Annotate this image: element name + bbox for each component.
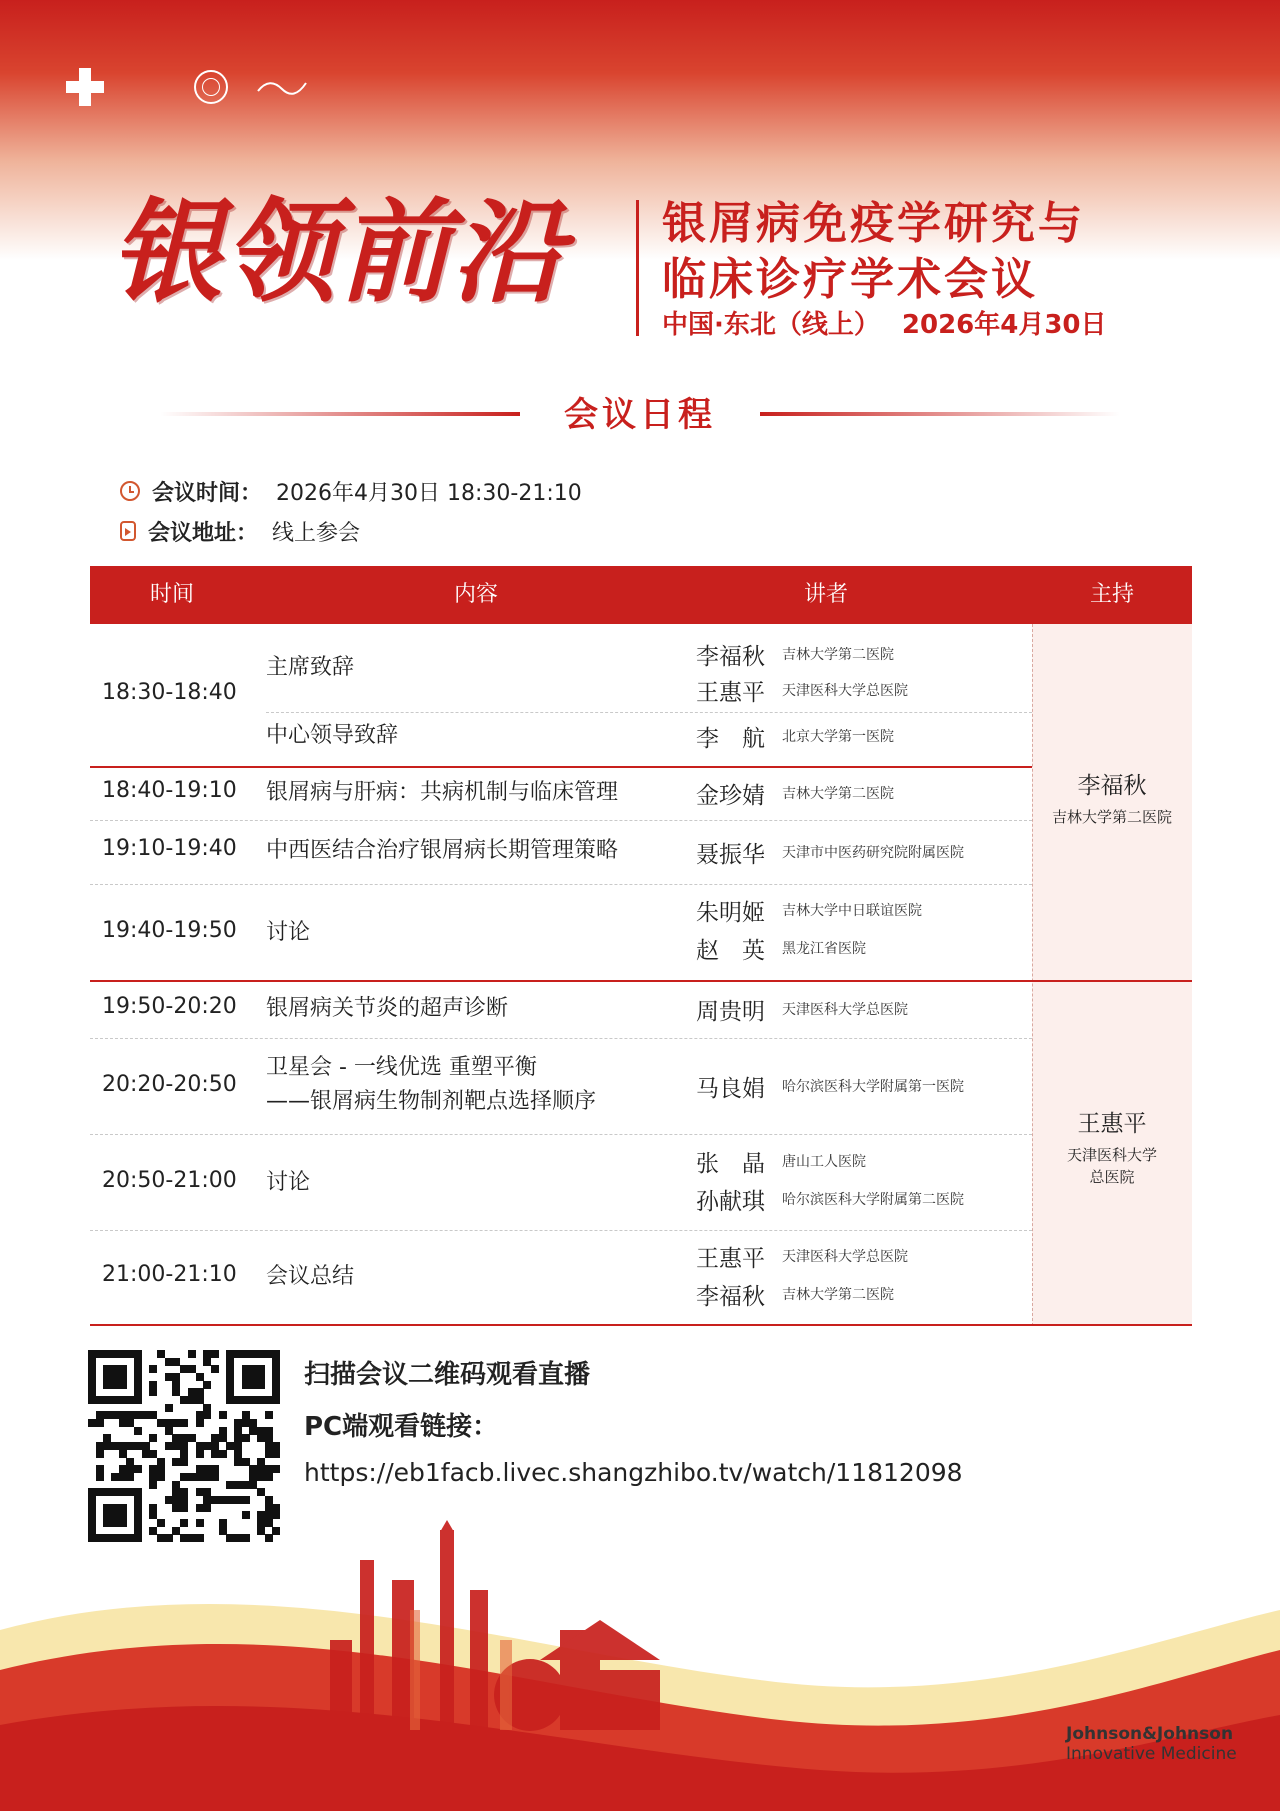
qr-module (126, 1473, 134, 1481)
qr-module (165, 1404, 173, 1412)
row-topic: 主席致辞 (266, 655, 355, 680)
speaker (696, 892, 1036, 928)
qr-module (257, 1381, 265, 1389)
qr-module (149, 1388, 157, 1396)
speaker-org: 天津医科大学总医院 (782, 1249, 908, 1265)
header-content: 内容 (453, 582, 498, 607)
qr-module (211, 1365, 219, 1373)
table-bottom-border (90, 1324, 1192, 1326)
qr-module (203, 1411, 211, 1419)
header-host: 主持 (1089, 582, 1134, 607)
speaker (696, 930, 1036, 966)
qr-module (265, 1473, 273, 1481)
qr-module (119, 1381, 127, 1389)
table-row (90, 820, 1032, 884)
meeting-time-label: 会议时间： (152, 480, 263, 506)
qr-module (180, 1419, 188, 1427)
meeting-time-value: 2026年4月30日 18:30-21:10 (276, 480, 582, 506)
sponsor-logo (1066, 1724, 1237, 1764)
host-org-line1: 天津医科大学 (1066, 1146, 1157, 1164)
qr-module (203, 1381, 211, 1389)
speaker-org: 天津医科大学总医院 (782, 1002, 908, 1018)
qr-module (196, 1450, 204, 1458)
speaker-org: 唐山工人医院 (782, 1154, 866, 1170)
row-time: 18:30-18:40 (102, 680, 237, 705)
conference-title-line2: 临床诊疗学术会议 (662, 254, 1038, 305)
organizer-logos (66, 64, 308, 110)
qr-module (134, 1427, 142, 1435)
live-stream-icon (120, 521, 136, 541)
row-time: 21:00-21:10 (102, 1262, 237, 1287)
speaker-name: 王惠平 (696, 1245, 765, 1272)
row-divider (266, 712, 1032, 713)
conference-date: 2026年4月30日 (901, 310, 1107, 340)
row-topic: 卫星会 - 一线优选 重塑平衡 (266, 1055, 537, 1080)
sponsor-line1: Johnson&Johnson (1066, 1724, 1234, 1744)
foundation-logo-icon (66, 68, 104, 106)
qr-module (196, 1419, 204, 1427)
main-title: 银领前沿 (110, 187, 566, 318)
conference-location: 中国·东北（线上） (662, 310, 880, 340)
speaker-name: 周贵明 (696, 998, 765, 1025)
header-speaker: 讲者 (803, 582, 848, 607)
host-column-background (1032, 624, 1192, 1326)
header-time: 时间 (149, 582, 194, 607)
speaker-name: 李 航 (696, 725, 765, 752)
table-row (90, 1134, 1032, 1230)
qr-module (180, 1504, 188, 1512)
row-topic: 中西医结合治疗银屑病长期管理策略 (266, 838, 619, 863)
conference-title (662, 196, 1182, 308)
speaker-org: 北京大学第一医院 (782, 729, 894, 745)
pc-link-label: PC端观看链接： (304, 1412, 499, 1442)
title-divider (636, 200, 639, 336)
qr-module (149, 1434, 157, 1442)
speaker-org: 天津市中医药研究院附属医院 (782, 845, 964, 861)
speaker-name: 李福秋 (696, 1283, 765, 1310)
row-topic: 银屑病关节炎的超声诊断 (266, 996, 509, 1021)
meeting-address-value: 线上参会 (272, 520, 361, 546)
speaker-name: 金珍婧 (696, 782, 765, 809)
row-time: 20:20-20:50 (102, 1072, 237, 1097)
qr-module (134, 1396, 142, 1404)
qr-module (272, 1450, 280, 1458)
speaker-name: 朱明姬 (696, 899, 765, 926)
speaker (696, 718, 1036, 754)
meeting-time-info (120, 474, 820, 508)
qr-module (203, 1504, 211, 1512)
row-topic: 会议总结 (266, 1264, 355, 1289)
city-skyline-illustration (0, 1520, 1280, 1811)
qr-module (180, 1458, 188, 1466)
speaker (696, 1068, 1036, 1104)
row-time: 19:10-19:40 (102, 836, 237, 861)
speaker (696, 1181, 1036, 1217)
schedule-table (90, 566, 1192, 1326)
speaker-org: 天津医科大学总医院 (782, 683, 908, 699)
qr-module (242, 1511, 250, 1519)
qr-module (149, 1481, 157, 1489)
speaker (696, 775, 1036, 811)
qr-module (211, 1350, 219, 1358)
qr-module (96, 1473, 104, 1481)
speaker-org: 哈尔滨医科大学附属第一医院 (782, 1079, 964, 1095)
speaker-org: 哈尔滨医科大学附属第二医院 (782, 1192, 964, 1208)
qr-module (211, 1473, 219, 1481)
qr-module (219, 1450, 227, 1458)
speaker (696, 1143, 1036, 1179)
row-topic-subtitle: ——银屑病生物制剂靶点选择顺序 (266, 1089, 597, 1114)
speaker-name: 张 晶 (696, 1150, 765, 1177)
qr-module (219, 1411, 227, 1419)
speaker-name: 李福秋 (696, 643, 765, 670)
speaker-name: 赵 英 (696, 937, 765, 964)
qr-module (96, 1450, 104, 1458)
qr-module (272, 1511, 280, 1519)
host-name: 王惠平 (1077, 1111, 1147, 1137)
qr-module (157, 1473, 165, 1481)
speaker-name: 马良娟 (696, 1075, 765, 1102)
row-time: 20:50-21:00 (102, 1168, 237, 1193)
speaker-org: 黑龙江省医院 (782, 941, 866, 957)
qr-module (265, 1411, 273, 1419)
speaker (696, 834, 1036, 870)
table-row (90, 1038, 1032, 1134)
qr-module (242, 1496, 250, 1504)
row-time: 19:40-19:50 (102, 918, 237, 943)
host-org: 吉林大学第二医院 (1051, 808, 1172, 826)
speaker-name: 王惠平 (696, 679, 765, 706)
sponsor-line2: Innovative Medicine (1066, 1744, 1237, 1764)
table-row (90, 884, 1032, 980)
host-session-2 (1032, 1108, 1192, 1188)
host-org-line2: 总医院 (1089, 1168, 1135, 1186)
qr-module (242, 1434, 250, 1442)
table-row (90, 766, 1032, 820)
live-stream-qr-code[interactable] (88, 1350, 280, 1542)
table-row (90, 1230, 1032, 1324)
qr-module (188, 1350, 196, 1358)
schedule-section-heading (160, 390, 1120, 440)
host-name: 李福秋 (1077, 773, 1147, 799)
speaker (696, 991, 1036, 1027)
row-topic: 银屑病与肝病：共病机制与临床管理 (266, 780, 619, 805)
speaker-name: 孙献琪 (696, 1188, 765, 1215)
table-row (90, 980, 1032, 1038)
qr-module (96, 1419, 104, 1427)
meeting-address-info (120, 514, 820, 548)
host-session-1 (1032, 770, 1192, 828)
qr-module (272, 1465, 280, 1473)
speaker (696, 636, 1036, 672)
conference-subtitle (662, 308, 1182, 342)
clock-icon (120, 481, 140, 501)
speaker-name: 聂振华 (696, 841, 765, 868)
speaker (696, 1238, 1036, 1274)
speaker-org: 吉林大学中日联谊医院 (782, 903, 922, 919)
wave-logo-icon (256, 77, 308, 97)
row-time: 19:50-20:20 (102, 994, 237, 1019)
speaker (696, 1276, 1036, 1312)
speaker-org: 吉林大学第二医院 (782, 786, 894, 802)
qr-instruction: 扫描会议二维码观看直播 (304, 1360, 591, 1390)
conference-title-line1: 银屑病免疫学研究与 (662, 198, 1085, 249)
speaker-org: 吉林大学第二医院 (782, 1287, 894, 1303)
meeting-address-label: 会议地址： (148, 520, 259, 546)
row-time: 18:40-19:10 (102, 778, 237, 803)
qr-module (272, 1396, 280, 1404)
table-header (90, 566, 1192, 624)
row-topic: 讨论 (266, 1170, 311, 1195)
qr-module (149, 1365, 157, 1373)
speaker-org: 吉林大学第二医院 (782, 647, 894, 663)
table-row (90, 624, 1032, 766)
hospital-seal-icon (194, 70, 228, 104)
row-topic: 讨论 (266, 920, 311, 945)
qr-module (134, 1465, 142, 1473)
speaker (696, 672, 1036, 708)
row-topic: 中心领导致辞 (266, 723, 399, 748)
watch-link[interactable]: https://eb1facb.livec.shangzhibo.tv/watch/11812098 (304, 1458, 963, 1487)
schedule-title: 会议日程 (564, 395, 716, 435)
